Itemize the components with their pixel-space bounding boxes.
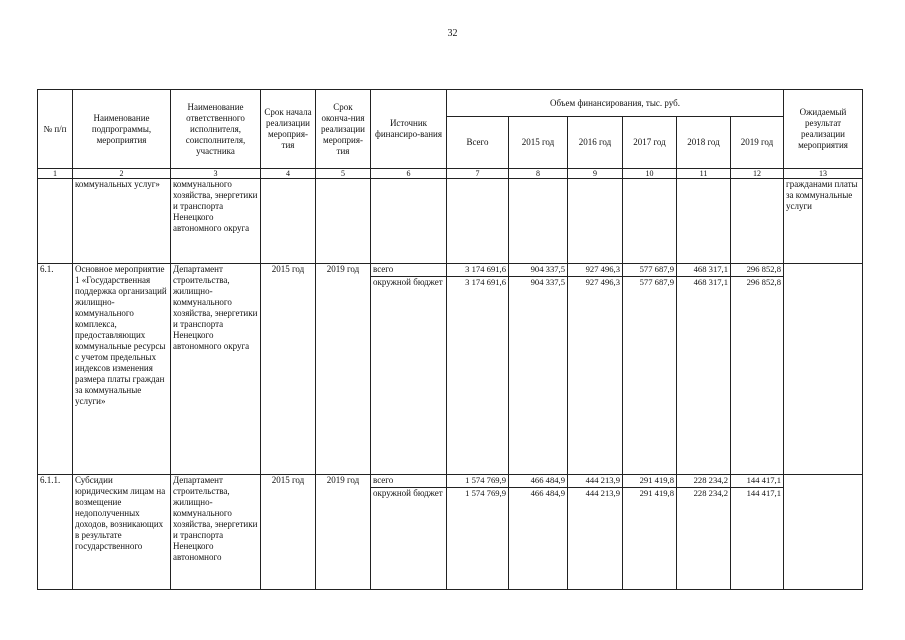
cell-2016: 444 213,9 bbox=[568, 488, 623, 590]
column-number: 11 bbox=[677, 169, 731, 179]
funding-table bbox=[37, 89, 863, 590]
cell-result: гражданами платы за коммунальные услуги bbox=[784, 179, 863, 264]
cell-2016: 444 213,9 bbox=[568, 475, 623, 488]
cell-responsible: Департамент строительства, жилищно-коммунального хозяйства, энергетики и транспорта Ненецкого автономного bbox=[171, 475, 261, 590]
cell-start: 2015 год bbox=[261, 475, 316, 590]
column-number: 7 bbox=[447, 169, 509, 179]
header-end: Срок оконча-ния реализации мероприя-тия bbox=[316, 90, 371, 169]
cell-2019: 144 417,1 bbox=[731, 488, 784, 590]
column-number: 9 bbox=[568, 169, 623, 179]
cell-2018: 468 317,1 bbox=[677, 264, 731, 277]
cell-source: окружной бюджет bbox=[371, 488, 447, 590]
header-num: № п/п bbox=[38, 90, 73, 169]
column-number: 12 bbox=[731, 169, 784, 179]
table-row bbox=[38, 475, 863, 488]
cell-total: 1 574 769,9 bbox=[447, 475, 509, 488]
header-start: Срок начала реализации мероприя-тия bbox=[261, 90, 316, 169]
column-number: 1 bbox=[38, 169, 73, 179]
cell-responsible: Департамент строительства, жилищно-коммунального хозяйства, энергетики и транспорта Ненецкого автономного округа bbox=[171, 264, 261, 475]
cell-start: 2015 год bbox=[261, 264, 316, 475]
page-number: 32 bbox=[447, 28, 458, 39]
column-number: 5 bbox=[316, 169, 371, 179]
column-number: 8 bbox=[509, 169, 568, 179]
cell-2017: 291 419,8 bbox=[623, 488, 677, 590]
cell-2015: 466 484,9 bbox=[509, 475, 568, 488]
header-name: Наименование подпрограммы, мероприятия bbox=[73, 90, 171, 169]
cell-total: 1 574 769,9 bbox=[447, 488, 509, 590]
cell-2018: 228 234,2 bbox=[677, 475, 731, 488]
cell-2019: 296 852,8 bbox=[731, 264, 784, 277]
column-number: 4 bbox=[261, 169, 316, 179]
column-number: 10 bbox=[623, 169, 677, 179]
header-source: Источник финансиро-вания bbox=[371, 90, 447, 169]
cell-2015: 904 337,5 bbox=[509, 277, 568, 475]
header-result: Ожидаемый результат реализации мероприятия bbox=[784, 90, 863, 169]
cell-2018: 468 317,1 bbox=[677, 277, 731, 475]
header-year-2017: 2017 год bbox=[623, 117, 677, 169]
cell-end: 2019 год bbox=[316, 475, 371, 590]
cell-2015: 466 484,9 bbox=[509, 488, 568, 590]
cell-2018: 228 234,2 bbox=[677, 488, 731, 590]
cell-name: коммунальных услуг» bbox=[73, 179, 171, 264]
cell-2016: 927 496,3 bbox=[568, 277, 623, 475]
cell-source: всего bbox=[371, 475, 447, 488]
cell-2019: 144 417,1 bbox=[731, 475, 784, 488]
cell-responsible: коммунального хозяйства, энергетики и транспорта Ненецкого автономного округа bbox=[171, 179, 261, 264]
cell-num: 6.1.1. bbox=[38, 475, 73, 590]
cell-num: 6.1. bbox=[38, 264, 73, 475]
cell-name: Субсидии юридическим лицам на возмещение недополученных доходов, возникающих в результате государственного bbox=[73, 475, 171, 590]
cell-2019: 296 852,8 bbox=[731, 277, 784, 475]
cell-2017: 577 687,9 bbox=[623, 277, 677, 475]
column-number: 13 bbox=[784, 169, 863, 179]
header-total: Всего bbox=[447, 117, 509, 169]
cell-name: Основное мероприятие 1 «Государственная поддержка организаций жилищно-коммунального комплекса, предоставляющих коммунальные ресурсы с учетом предельных индексов изменения размера платы граждан за коммунальные услуги» bbox=[73, 264, 171, 475]
column-number: 6 bbox=[371, 169, 447, 179]
cell-2015: 904 337,5 bbox=[509, 264, 568, 277]
header-responsible: Наименование ответственного исполнителя, соисполнителя, участника bbox=[171, 90, 261, 169]
header-funding: Объем финансирования, тыс. руб. bbox=[447, 90, 784, 117]
column-number: 3 bbox=[171, 169, 261, 179]
cell-source: окружной бюджет bbox=[371, 277, 447, 475]
table-row bbox=[38, 264, 863, 277]
cell-2016: 927 496,3 bbox=[568, 264, 623, 277]
column-number-row bbox=[38, 169, 863, 179]
table-row-continuation bbox=[38, 179, 863, 264]
cell-total: 3 174 691,6 bbox=[447, 277, 509, 475]
cell-2017: 577 687,9 bbox=[623, 264, 677, 277]
cell-end: 2019 год bbox=[316, 264, 371, 475]
cell-source: всего bbox=[371, 264, 447, 277]
header-year-2018: 2018 год bbox=[677, 117, 731, 169]
header-year-2016: 2016 год bbox=[568, 117, 623, 169]
header-year-2019: 2019 год bbox=[731, 117, 784, 169]
header-year-2015: 2015 год bbox=[509, 117, 568, 169]
cell-2017: 291 419,8 bbox=[623, 475, 677, 488]
cell-total: 3 174 691,6 bbox=[447, 264, 509, 277]
column-number: 2 bbox=[73, 169, 171, 179]
